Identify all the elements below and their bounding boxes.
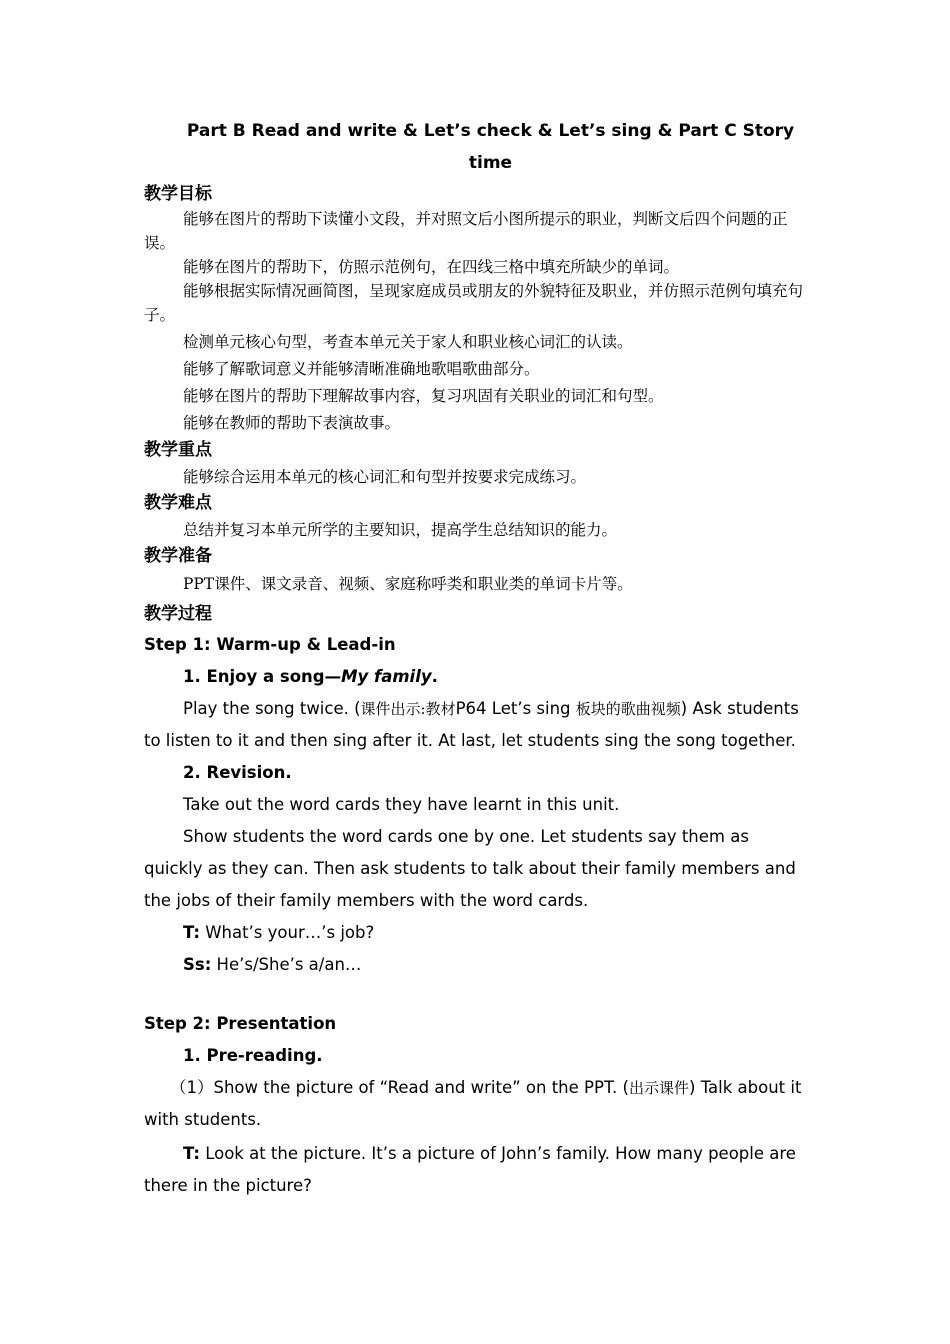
students-text: He’s/She’s a/an… xyxy=(211,955,362,974)
objective-item: 能够在教师的帮助下表演故事。 xyxy=(183,414,401,432)
step1-p1-cn1: 课件出示:教材 xyxy=(360,700,456,718)
step1-sub1-label: 1. Enjoy a song— xyxy=(183,667,342,686)
step1-heading: Step 1: Warm-up & Lead-in xyxy=(144,635,396,654)
objectives-heading: 教学目标 xyxy=(144,184,212,204)
objective-item: 能够了解歌词意义并能够清晰准确地歌唱歌曲部分。 xyxy=(183,360,540,378)
step1-sub1 xyxy=(144,661,809,693)
objective-item: 能够在图片的帮助下理解故事内容，复习巩固有关职业的词汇和句型。 xyxy=(183,387,664,405)
step1-p1-c: ) Ask students to listen to it and then sing after it. At last, let students sing the song together. xyxy=(144,699,799,750)
difficulties-heading: 教学难点 xyxy=(144,493,212,513)
objective-item: 能够根据实际情况画简图，呈现家庭成员或朋友的外貌特征及职业，并仿照示范例句填充句子。 xyxy=(144,282,804,324)
step2-p1-cn: 出示课件 xyxy=(629,1079,690,1097)
preparation-heading: 教学准备 xyxy=(144,546,212,566)
objective-item: 检测单元核心句型，考查本单元关于家人和职业核心词汇的认读。 xyxy=(183,333,633,351)
step1-p1-cn2: 板块的歌曲视频 xyxy=(575,700,681,718)
preparation-text: PPT课件、课文录音、视频、家庭称呼类和职业类的单词卡片等。 xyxy=(183,575,633,593)
spacer xyxy=(144,981,809,1008)
step1-paragraph-1 xyxy=(144,693,809,757)
step1-p1-a: Play the song twice. ( xyxy=(183,699,361,718)
teacher-line xyxy=(144,917,809,949)
step1-paragraph-2: Take out the word cards they have learnt in this unit. xyxy=(183,795,620,814)
song-title: My family xyxy=(341,667,432,686)
step1-sub2: 2. Revision. xyxy=(183,763,292,782)
objective-item: 能够在图片的帮助下，仿照示范例句，在四线三格中填充所缺少的单词。 xyxy=(183,258,680,276)
step2-teacher-line xyxy=(144,1138,809,1202)
step2-paragraph-1 xyxy=(144,1072,809,1136)
teacher-label: T: xyxy=(183,923,200,942)
students-line xyxy=(144,949,809,981)
key-points-text: 能够综合运用本单元的核心词汇和句型并按要求完成练习。 xyxy=(183,468,587,486)
step1-p1-b: P64 Let’s sing xyxy=(455,699,576,718)
step2-sub1: 1. Pre-reading. xyxy=(183,1046,323,1065)
step1-sub1-end: . xyxy=(431,667,438,686)
step2-teacher-text: Look at the picture. It’s a picture of John’s family. How many people are there in the picture? xyxy=(144,1144,796,1195)
difficulties-text: 总结并复习本单元所学的主要知识，提高学生总结知识的能力。 xyxy=(183,521,618,539)
teacher-text: What’s your…’s job? xyxy=(199,923,375,942)
objective-item: 能够在图片的帮助下读懂小文段，并对照文后小图所提示的职业，判断文后四个问题的正误。 xyxy=(144,210,788,252)
step1-paragraph-3: Show students the word cards one by one. Let students say them as quickly as they can. Then ask students to talk about their family members and the jobs of their family members with the word cards. xyxy=(144,827,796,910)
key-points-heading: 教学重点 xyxy=(144,440,212,460)
step2-p1-b: ) Talk about it with students. xyxy=(144,1078,802,1129)
lesson-plan xyxy=(144,115,809,1202)
step2-p1-a: （1）Show the picture of “Read and write” on the PPT. ( xyxy=(170,1078,629,1097)
page-title: Part B Read and write & Let’s check & Let’s sing & Part C Story time xyxy=(186,121,795,173)
step2-teacher-label: T: xyxy=(183,1144,200,1163)
step2-heading: Step 2: Presentation xyxy=(144,1014,337,1033)
students-label: Ss: xyxy=(183,955,212,974)
process-heading: 教学过程 xyxy=(144,604,212,624)
